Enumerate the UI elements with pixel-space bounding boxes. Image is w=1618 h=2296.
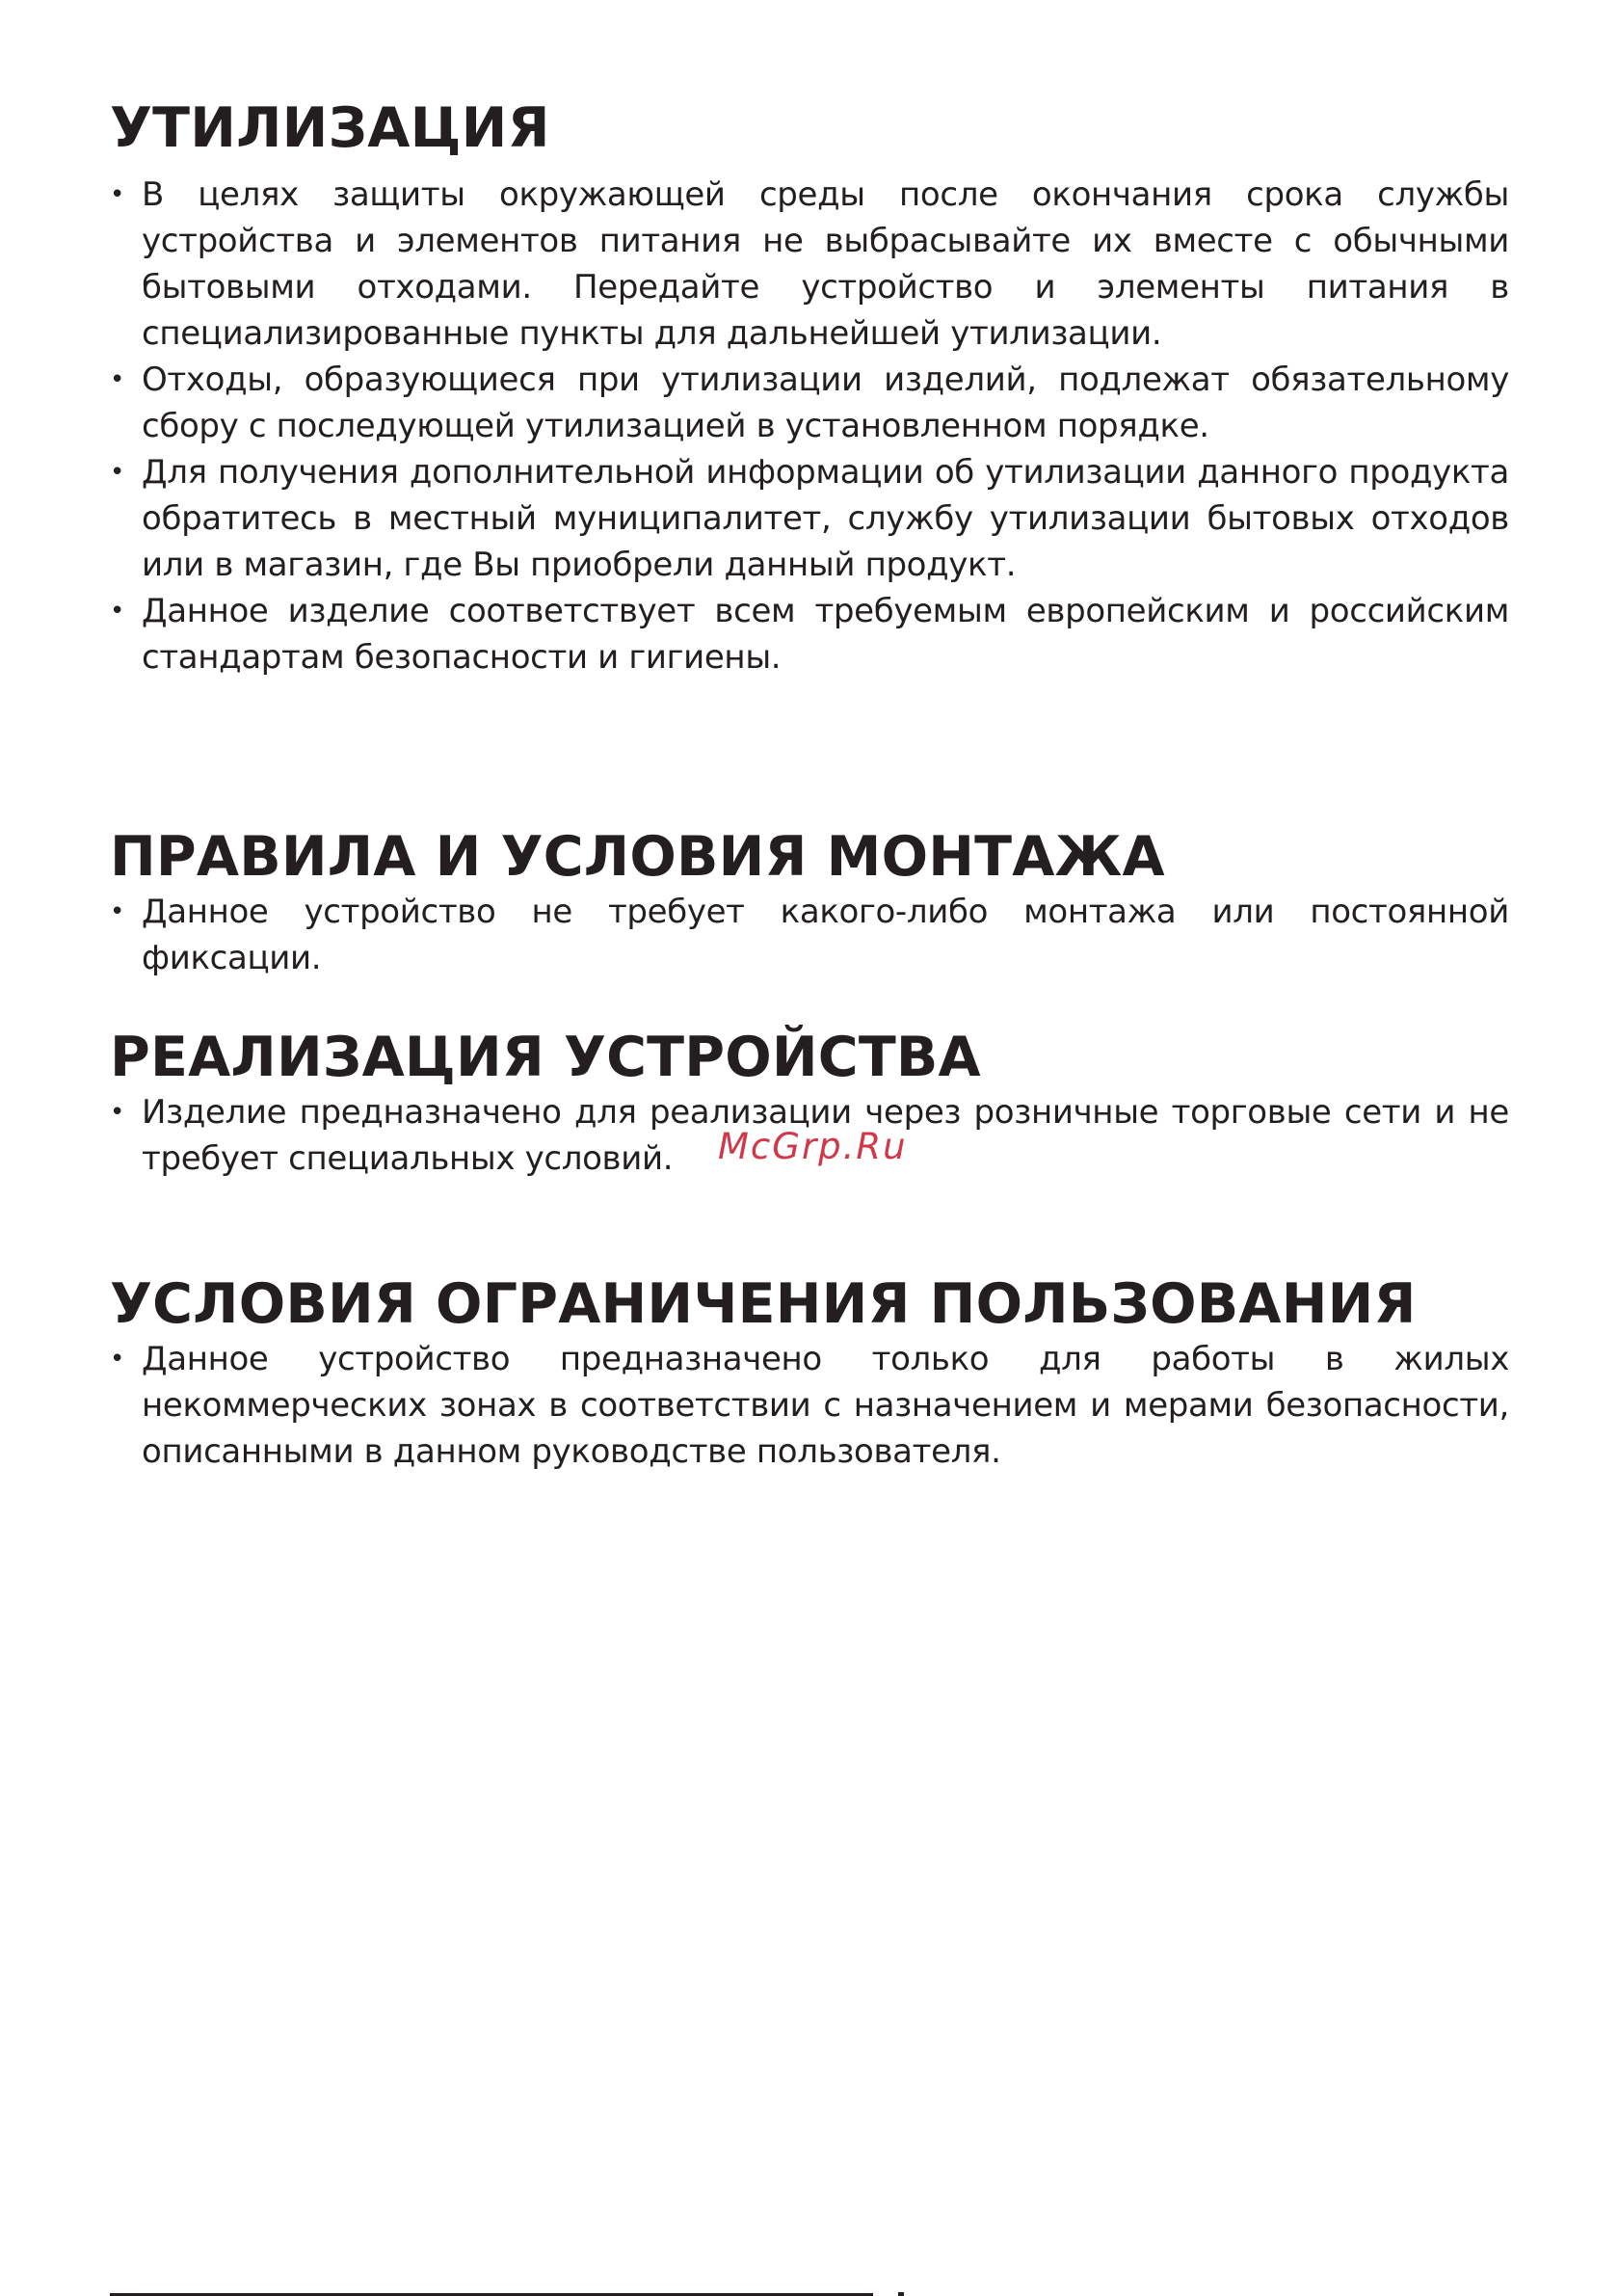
section-heading: РЕАЛИЗАЦИЯ УСТРОЙСТВА bbox=[110, 1026, 981, 1089]
section-installation bbox=[110, 825, 1509, 981]
section-usage-restrictions bbox=[110, 1272, 1509, 1475]
section-heading: ПРАВИЛА И УСЛОВИЯ МОНТАЖА bbox=[110, 825, 1165, 889]
watermark: McGrp.Ru bbox=[718, 1126, 908, 1167]
section-heading: УСЛОВИЯ ОГРАНИЧЕНИЯ ПОЛЬЗОВАНИЯ bbox=[110, 1272, 1417, 1336]
list-item: • Для получения дополнительной информации об утилизации данного продукта обратитесь в местный муниципалитет, службу утилизации бытовых отходов или в магазин, где Вы приобрели данный продукт. bbox=[110, 449, 1509, 588]
list-item: • Данное устройство не требует какого-либо монтажа или постоянной фиксации. bbox=[110, 889, 1509, 981]
list-item: • Отходы, образующиеся при утилизации изделий, подлежат обязательному сбору с последующей утилизацией в установленном порядке. bbox=[110, 357, 1509, 449]
section-disposal bbox=[110, 96, 1509, 681]
list-item: • В целях защиты окружающей среды после окончания срока службы устройства и элементов питания не выбрасывайте их вместе с обычными бытовыми отходами. Передайте устройство и элементы питания в специализированные пункты для дальнейшей утилизации. bbox=[110, 172, 1509, 357]
footer-mark bbox=[898, 2292, 904, 2296]
list-item: • Изделие предназначено для реализации через розничные торговые сети и не требует специальных условий. bbox=[110, 1089, 1509, 1182]
bullet-list bbox=[110, 1336, 1509, 1475]
list-item: • Данное устройство предназначено только для работы в жилых некоммерческих зонах в соответствии с назначением и мерами безопасности, описанными в данном руководстве пользователя. bbox=[110, 1336, 1509, 1475]
bullet-list bbox=[110, 172, 1509, 681]
list-item: • Данное изделие соответствует всем требуемым европейским и российским стандартам безопасности и гигиены. bbox=[110, 588, 1509, 681]
bullet-list bbox=[110, 889, 1509, 981]
section-heading: УТИЛИЗАЦИЯ bbox=[110, 96, 550, 160]
